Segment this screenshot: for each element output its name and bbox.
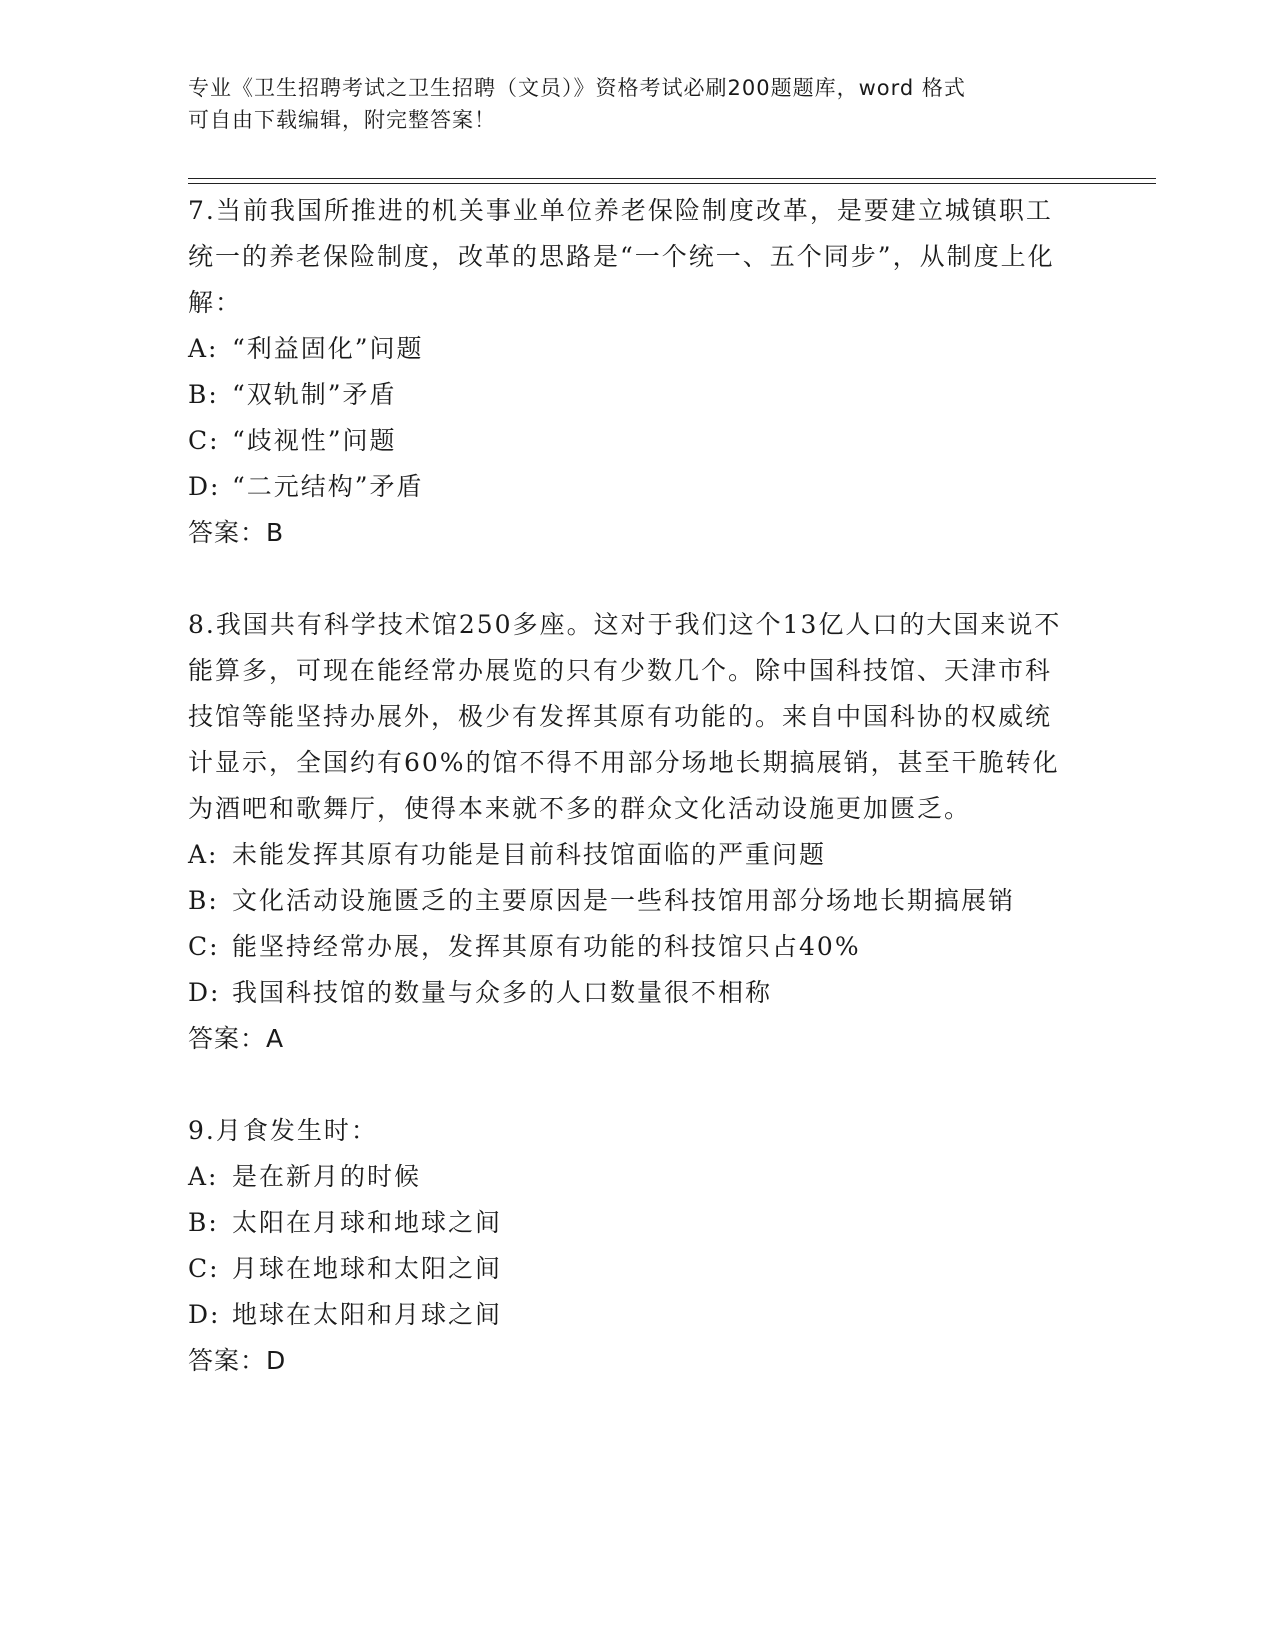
option-text: 太阳在月球和地球之间 (232, 1208, 503, 1237)
answer-line: 答案：A (188, 1024, 285, 1053)
option-key: B: (188, 380, 219, 409)
option-d (188, 1292, 1088, 1338)
option-key: B: (188, 1208, 219, 1237)
option-key: D: (188, 978, 221, 1007)
option-text: 未能发挥其原有功能是目前科技馆面临的严重问题 (232, 840, 827, 869)
option-key: B: (188, 886, 219, 915)
spacer (188, 556, 1088, 602)
question-text: 8.我国共有科学技术馆250多座。这对于我们这个13亿人口的大国来说不能算多，可现在能经常办展览的只有少数几个。除中国科技馆、天津市科技馆等能坚持办展外，极少有发挥其原有功能的。来自中国科协的权威统计显示，全国约有60%的馆不得不用部分场地长期搞展销，甚至干脆转化为酒吧和歌舞厅，使得本来就不多的群众文化活动设施更加匮乏。 (188, 610, 1062, 823)
header-divider-bottom (188, 183, 1156, 184)
option-text: 我国科技馆的数量与众多的人口数量很不相称 (232, 978, 773, 1007)
question-text: 7.当前我国所推进的机关事业单位养老保险制度改革，是要建立城镇职工统一的养老保险制度，改革的思路是“一个统一、五个同步”，从制度上化解： (188, 196, 1055, 317)
option-text: 地球在太阳和月球之间 (232, 1300, 503, 1329)
option-c (188, 924, 1088, 970)
option-c (188, 418, 1088, 464)
option-text: 能坚持经常办展，发挥其原有功能的科技馆只占40% (232, 932, 861, 961)
spacer (188, 1062, 1088, 1108)
option-text: 月球在地球和太阳之间 (232, 1254, 503, 1283)
question-9 (188, 1108, 1088, 1384)
answer-line: 答案：D (188, 1346, 287, 1375)
option-b (188, 372, 1088, 418)
question-7 (188, 188, 1088, 556)
document-header (188, 72, 1088, 136)
option-a (188, 1154, 1088, 1200)
option-text: 文化活动设施匮乏的主要原因是一些科技馆用部分场地长期搞展销 (232, 886, 1016, 915)
option-key: D: (188, 1300, 221, 1329)
option-key: A: (188, 840, 219, 869)
header-line-1: 专业《卫生招聘考试之卫生招聘（文员）》资格考试必刷200题题库，word 格式 (188, 76, 966, 100)
option-a (188, 326, 1088, 372)
option-key: A: (188, 334, 219, 363)
question-8 (188, 602, 1088, 1062)
option-key: D: (188, 472, 221, 501)
header-divider-top (188, 178, 1156, 179)
option-key: A: (188, 1162, 219, 1191)
option-b (188, 1200, 1088, 1246)
option-text: “歧视性”问题 (232, 426, 397, 455)
option-c (188, 1246, 1088, 1292)
question-list (188, 188, 1088, 1384)
option-key: C: (188, 426, 220, 455)
option-d (188, 464, 1088, 510)
answer-line: 答案：B (188, 518, 285, 547)
option-d (188, 970, 1088, 1016)
option-text: “利益固化”问题 (232, 334, 424, 363)
option-text: 是在新月的时候 (232, 1162, 422, 1191)
option-a (188, 832, 1088, 878)
option-key: C: (188, 1254, 220, 1283)
option-key: C: (188, 932, 220, 961)
option-text: “双轨制”矛盾 (232, 380, 397, 409)
header-line-2: 可自由下载编辑，附完整答案！ (188, 108, 496, 132)
option-text: “二元结构”矛盾 (232, 472, 424, 501)
question-text: 9.月食发生时： (188, 1116, 378, 1145)
option-b (188, 878, 1088, 924)
